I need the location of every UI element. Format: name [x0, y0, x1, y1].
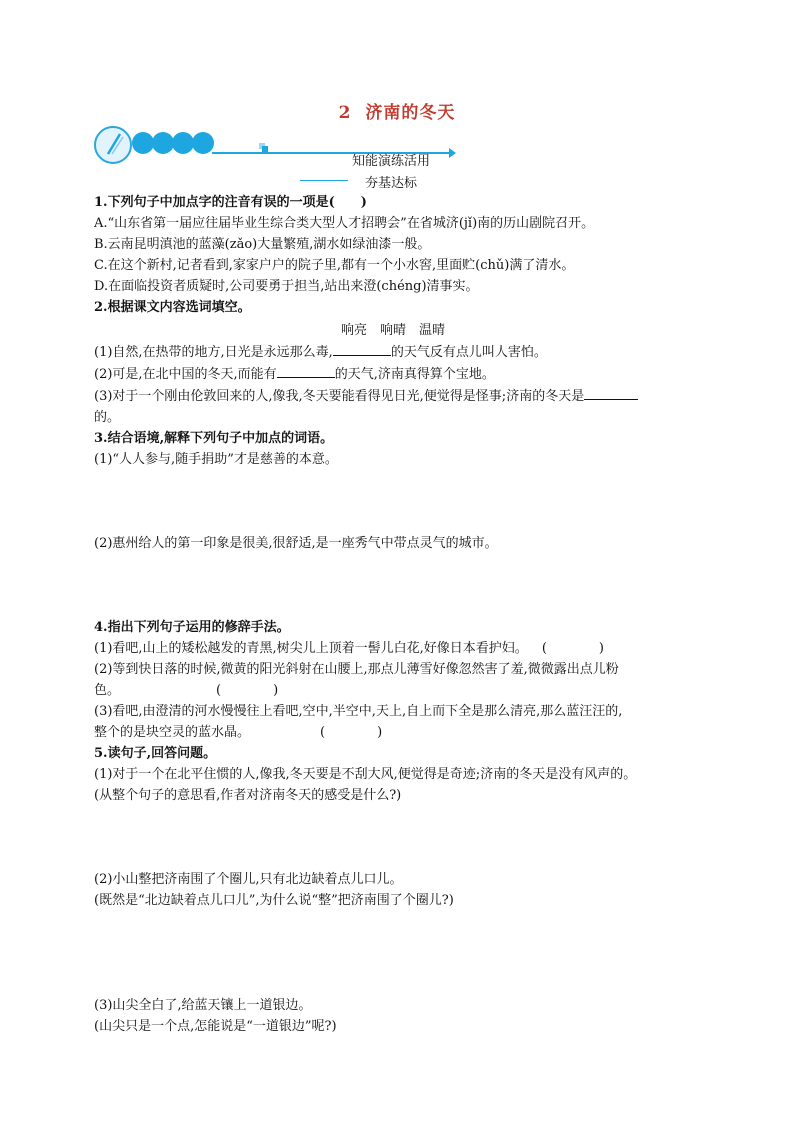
- answer-blank[interactable]: [333, 341, 391, 356]
- question-2-item-1: [94, 341, 694, 363]
- decor-dot: [192, 132, 214, 154]
- answer-space[interactable]: [94, 554, 694, 617]
- item-text: (1)自然,在热带的地方,日光是永远那么毒,: [94, 345, 333, 360]
- item-text: 的。: [94, 410, 121, 425]
- subsection-label: 夯基达标: [364, 176, 417, 191]
- question-5-prompt-1: (从整个句子的意思看,作者对济南冬天的感受是什么?): [94, 788, 402, 803]
- item-text: (2)可是,在北中国的冬天,而能有: [94, 367, 277, 382]
- question-3-item-1: (1)“人人参与,随手捐助”才是慈善的本意。: [94, 452, 338, 467]
- answer-space[interactable]: [94, 911, 694, 995]
- question-5-item-1: (1)对于一个在北平住惯的人,像我,冬天要是不刮大风,便觉得是奇迹;济南的冬天是没有风声的。: [94, 767, 637, 782]
- question-5-stem: 5.读句子,回答问题。: [94, 746, 217, 761]
- option-b: B.云南昆明滇池的蓝藻(zǎo)大量繁殖,湖水如绿油漆一般。: [94, 237, 431, 252]
- question-3-item-2: (2)惠州给人的第一印象是很美,很舒适,是一座秀气中带点灵气的城市。: [94, 536, 498, 551]
- option-d: D.在面临投资者质疑时,公司要勇于担当,站出来澄(chéng)清事实。: [94, 279, 479, 294]
- question-2-stem: 2.根据课文内容选词填空。: [94, 300, 251, 315]
- question-3-stem: 3.结合语境,解释下列句子中加点的词语。: [94, 431, 334, 446]
- item-text: 的天气反有点儿叫人害怕。: [390, 345, 547, 360]
- questions: [94, 192, 694, 1037]
- item-text: 的天气,济南真得算个宝地。: [334, 367, 495, 382]
- question-4-item-2: (2)等到快日落的时候,微黄的阳光斜射在山腰上,那点儿薄雪好像忽然害了羞,微微露出点儿粉: [94, 662, 619, 677]
- item-text: 整个的是块空灵的蓝水晶。: [94, 725, 251, 740]
- answer-blank[interactable]: [584, 385, 638, 400]
- page-title: [0, 98, 794, 123]
- lesson-number: 2: [338, 103, 352, 123]
- question-5-item-2: (2)小山整把济南围了个圈儿,只有北边缺着点儿口儿。: [94, 872, 403, 887]
- question-5-item-3: (3)山尖全白了,给蓝天镶上一道银边。: [94, 998, 312, 1013]
- divider: [300, 180, 348, 181]
- question-4-item-2-cont: [94, 680, 694, 701]
- option-a: A.“山东省第一届应往届毕业生综合类大型人才招聘会”在省城济(jǐ)南的历山剧院召开。: [94, 216, 595, 231]
- question-4-item-3: (3)看吧,由澄清的河水慢慢往上看吧,空中,半空中,天上,自上而下全是那么清亮,那么蓝汪汪的,: [94, 704, 623, 719]
- question-2-item-3: [94, 385, 694, 407]
- decor-dot: [172, 132, 194, 154]
- section-label: 知能演练活用: [352, 154, 431, 169]
- answer-paren[interactable]: ( ): [541, 641, 604, 656]
- answer-paren[interactable]: ( ): [216, 683, 279, 698]
- answer-blank[interactable]: [277, 363, 335, 378]
- decor-dot: [152, 132, 174, 154]
- item-text: (1)看吧,山上的矮松越发的青黑,树尖儿上顶着一髻儿白花,好像日本看护妇。: [94, 641, 528, 656]
- question-1-stem: 1.下列句子中加点字的注音有误的一项是( ): [94, 195, 367, 210]
- arrow-icon: [449, 148, 456, 158]
- question-4-item-3-cont: [94, 722, 694, 743]
- lesson-title: 济南的冬天: [365, 103, 456, 123]
- answer-space[interactable]: [94, 470, 694, 533]
- option-c: C.在这个新村,记者看到,家家户户的院子里,都有一个小水窖,里面贮(chǔ)满了清水。: [94, 258, 575, 273]
- answer-paren[interactable]: ( ): [320, 725, 383, 740]
- question-4-item-1: [94, 638, 694, 659]
- question-4-stem: 4.指出下列句子运用的修辞手法。: [94, 620, 290, 635]
- word-bank: 响亮 响晴 温晴: [341, 323, 446, 338]
- item-text: 色。: [94, 683, 121, 698]
- question-2-item-2: [94, 363, 694, 385]
- question-5-prompt-2: (既然是“北边缺着点儿口儿”,为什么说“整”把济南围了个圈儿?): [94, 893, 454, 908]
- answer-space[interactable]: [94, 806, 694, 869]
- item-text: (3)对于一个刚由伦敦回来的人,像我,冬天要能看得见日光,便觉得是怪事;济南的冬天是: [94, 389, 585, 404]
- question-5-prompt-3: (山尖只是一个点,怎能说是“一道银边”呢?): [94, 1019, 337, 1034]
- decor-dot: [132, 132, 154, 154]
- pen-circle-icon: [94, 126, 132, 164]
- decor-square: [262, 146, 268, 152]
